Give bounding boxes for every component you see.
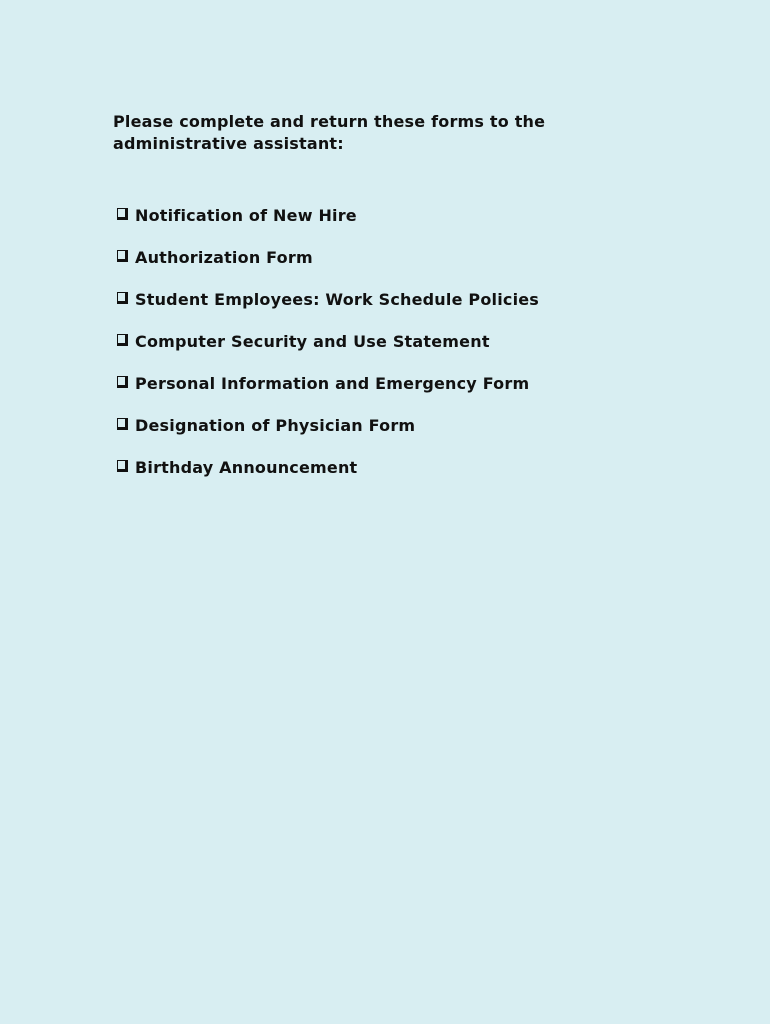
list-item-label: Personal Information and Emergency Form — [135, 373, 530, 393]
instructions-text: Please complete and return these forms to the administrative assistant: — [113, 112, 546, 153]
checkbox-icon[interactable] — [117, 460, 128, 472]
list-item[interactable] — [117, 404, 539, 446]
checkbox-icon[interactable] — [117, 376, 128, 388]
checkbox-icon[interactable] — [117, 250, 128, 262]
list-item[interactable] — [117, 236, 539, 278]
forms-checklist — [117, 194, 539, 488]
list-item-label: Notification of New Hire — [135, 205, 357, 225]
list-item[interactable] — [117, 362, 539, 404]
list-item-label: Student Employees: Work Schedule Policies — [135, 289, 540, 309]
checkbox-icon[interactable] — [117, 292, 128, 304]
list-item-label: Computer Security and Use Statement — [135, 331, 490, 351]
list-item-label: Birthday Announcement — [135, 457, 358, 477]
list-item[interactable] — [117, 278, 539, 320]
list-item-label: Designation of Physician Form — [135, 415, 416, 435]
list-item[interactable] — [117, 320, 539, 362]
checkbox-icon[interactable] — [117, 334, 128, 346]
list-item[interactable] — [117, 446, 539, 488]
list-item[interactable] — [117, 194, 539, 236]
list-item-label: Authorization Form — [135, 247, 313, 267]
checkbox-icon[interactable] — [117, 208, 128, 220]
checkbox-icon[interactable] — [117, 418, 128, 430]
